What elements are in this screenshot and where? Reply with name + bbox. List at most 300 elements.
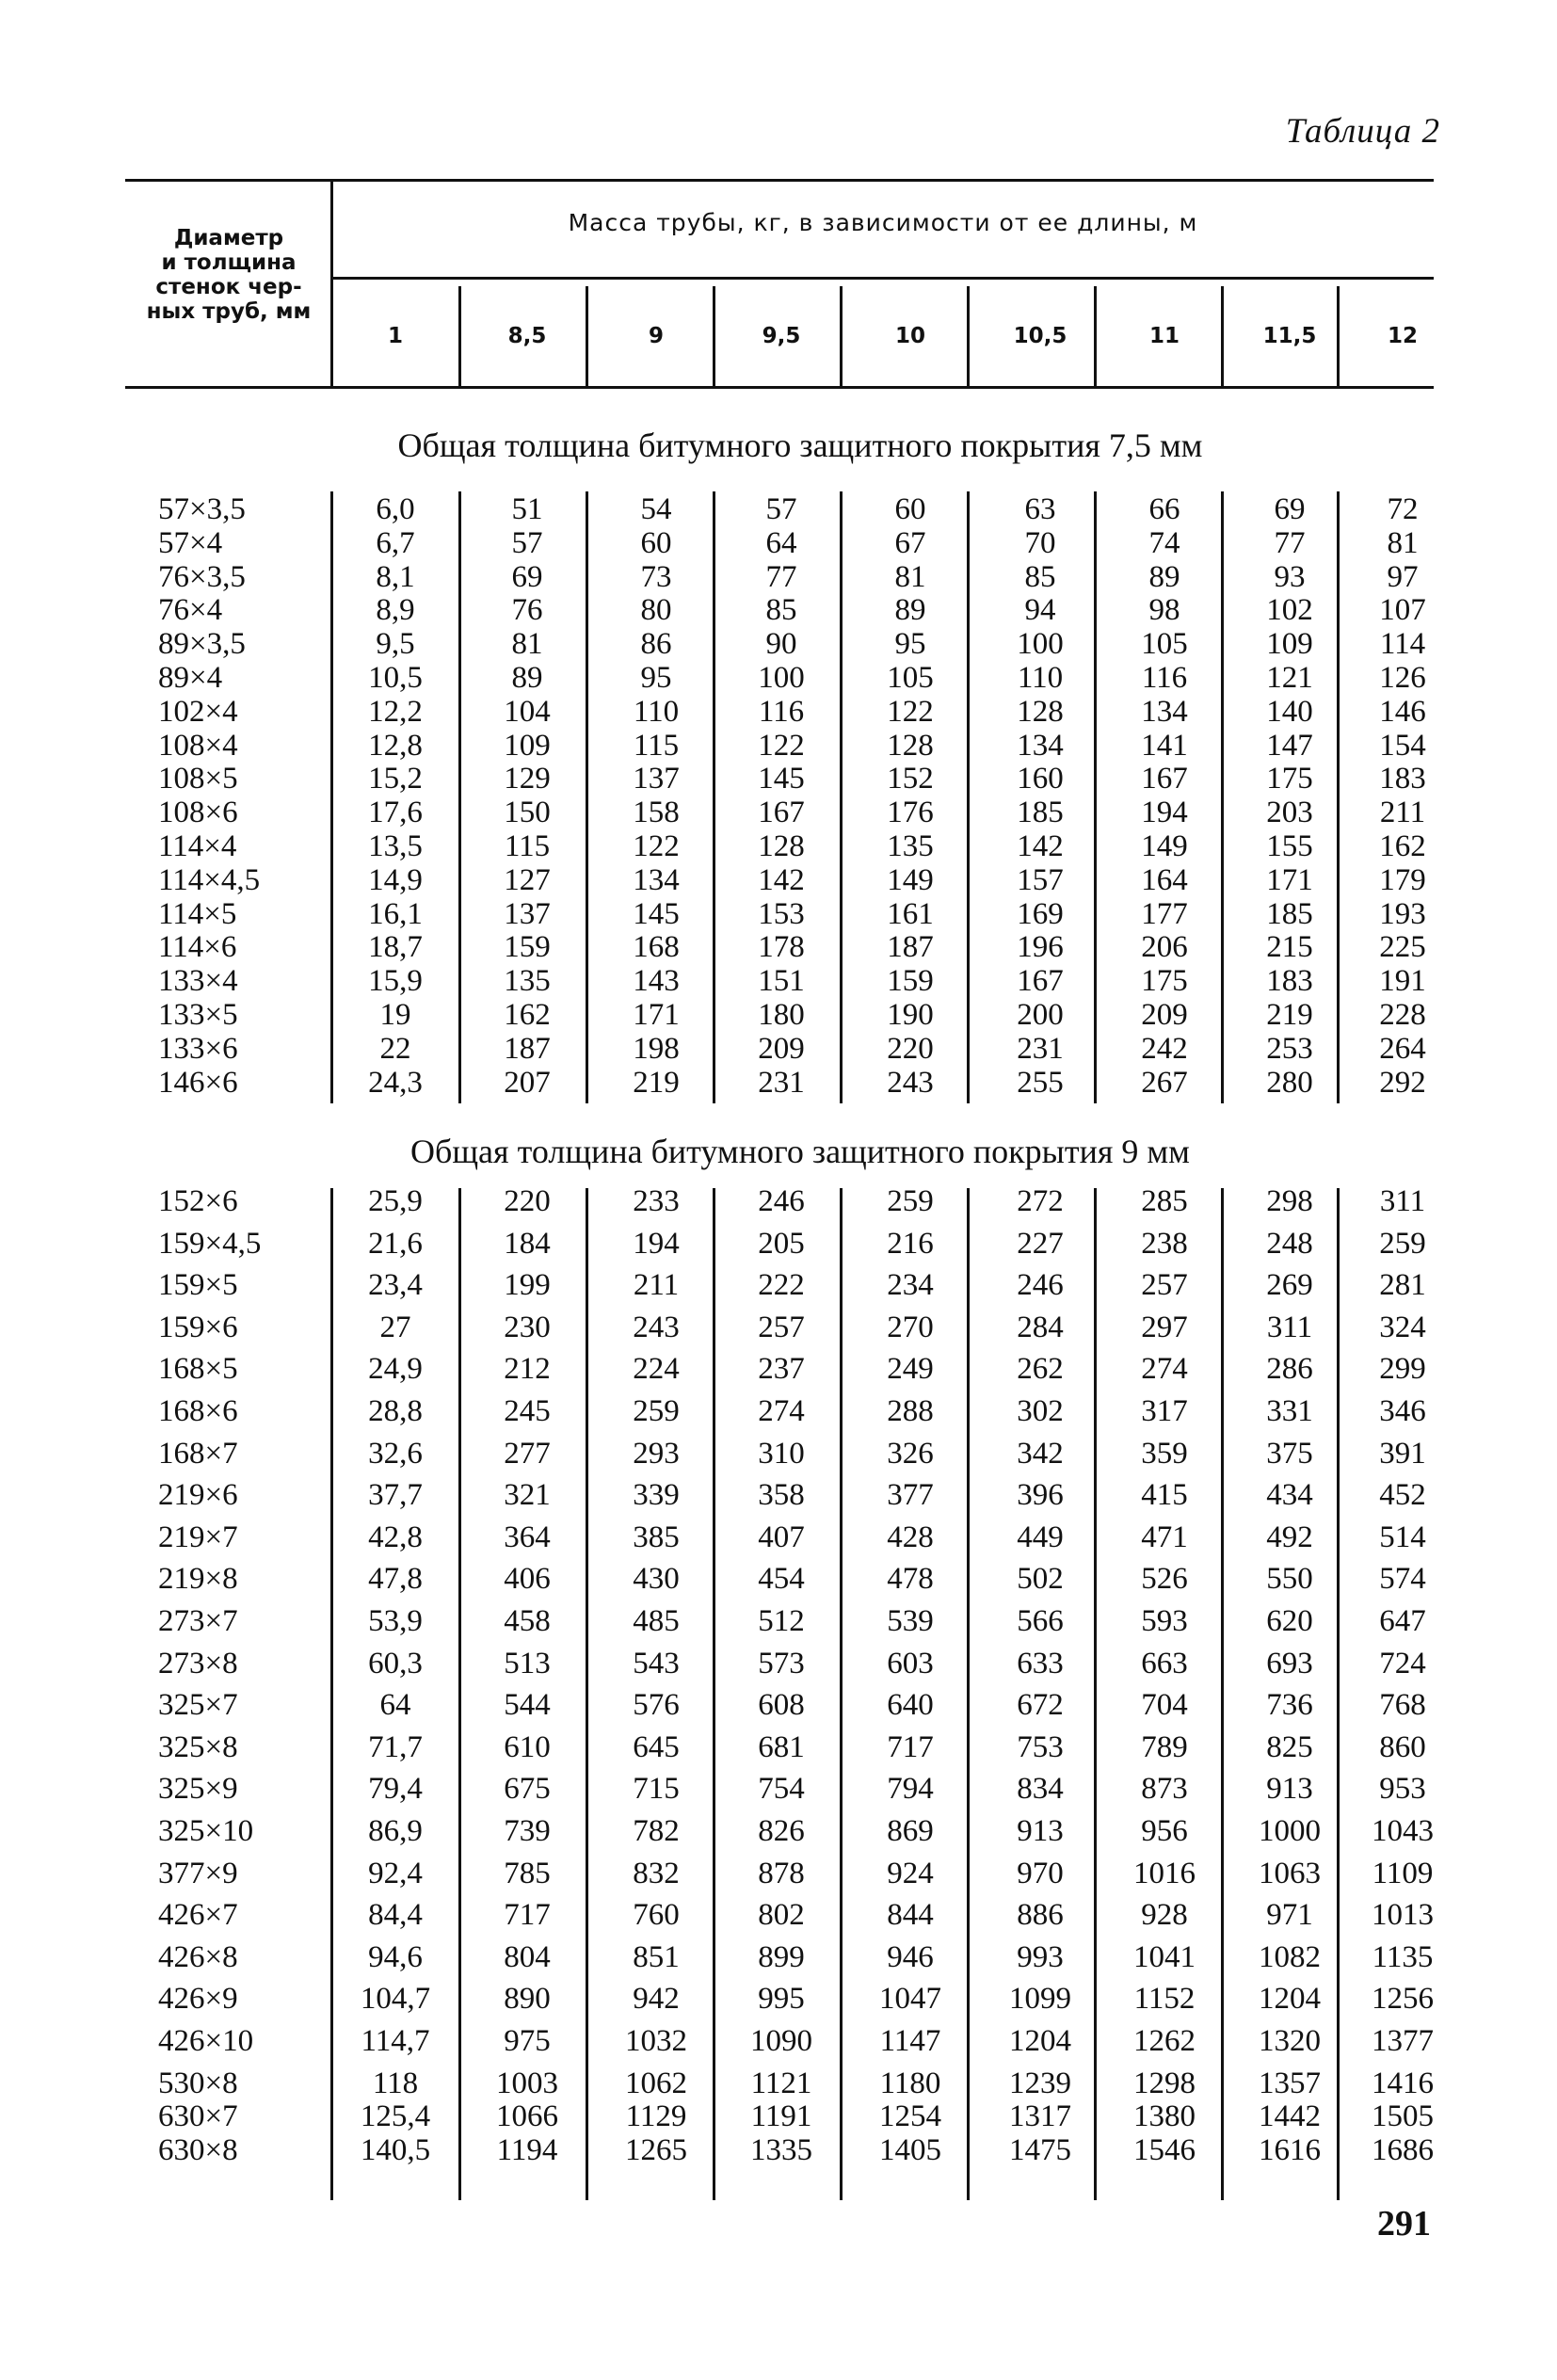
diameter-cell: 159×4,5 (158, 1227, 262, 1261)
mass-cell: 76 (511, 593, 543, 627)
mass-cell: 274 (1141, 1352, 1188, 1386)
mass-cell: 826 (758, 1814, 805, 1848)
mass-header: Масса трубы, кг, в зависимости от ее длины, м (568, 209, 1198, 236)
mass-cell: 311 (1266, 1311, 1313, 1344)
mass-cell: 63 (1024, 492, 1056, 526)
mass-cell: 194 (1141, 796, 1188, 829)
mass-cell: 1475 (1009, 2133, 1071, 2167)
diameter-header-line: ных труб, мм (146, 299, 312, 324)
page-number: 291 (1377, 2204, 1431, 2243)
header-column-divider (1221, 286, 1224, 386)
mass-cell: 1686 (1372, 2133, 1434, 2167)
mass-cell: 60 (640, 526, 672, 560)
diameter-header-line: Диаметр (173, 226, 284, 250)
mass-cell: 100 (758, 661, 805, 695)
mass-cell: 610 (504, 1730, 551, 1764)
mass-cell: 6,7 (376, 526, 415, 560)
mass-cell: 175 (1141, 964, 1188, 998)
mass-cell: 207 (504, 1066, 551, 1100)
mass-cell: 286 (1266, 1352, 1313, 1386)
mass-cell: 471 (1141, 1520, 1188, 1554)
mass-cell: 51 (511, 492, 543, 526)
mass-cell: 513 (504, 1647, 551, 1680)
mass-cell: 825 (1266, 1730, 1313, 1764)
mass-cell: 73 (640, 560, 672, 594)
mass-cell: 23,4 (368, 1268, 423, 1302)
mass-cell: 717 (504, 1898, 551, 1932)
mass-cell: 8,1 (376, 560, 415, 594)
mass-cell: 1147 (879, 2024, 941, 2058)
mass-cell: 72 (1387, 492, 1419, 526)
mass-cell: 346 (1379, 1394, 1426, 1428)
mass-cell: 168 (633, 930, 680, 964)
mass-cell: 167 (1141, 762, 1188, 796)
mass-cell: 102 (1266, 593, 1313, 627)
mass-cell: 135 (887, 829, 934, 863)
mass-cell: 406 (504, 1562, 551, 1596)
mass-cell: 231 (1017, 1032, 1064, 1066)
mass-cell: 9,5 (376, 627, 415, 661)
mass-cell: 89 (894, 593, 926, 627)
mass-cell: 220 (504, 1184, 551, 1218)
mass-cell: 1204 (1259, 1982, 1321, 2016)
mass-cell: 1152 (1133, 1982, 1196, 2016)
mass-cell: 1256 (1372, 1982, 1434, 2016)
mass-cell: 264 (1379, 1032, 1426, 1066)
mass-cell: 1335 (750, 2133, 812, 2167)
header-column-divider (713, 286, 715, 386)
mass-cell: 248 (1266, 1227, 1313, 1261)
mass-cell: 478 (887, 1562, 934, 1596)
diameter-cell: 426×9 (158, 1982, 238, 2016)
mass-cell: 219 (633, 1066, 680, 1100)
section-title: Общая толщина битумного защитного покрытия 9 мм (410, 1133, 1190, 1170)
mass-cell: 69 (511, 560, 543, 594)
mass-cell: 675 (504, 1772, 551, 1806)
mass-cell: 177 (1141, 897, 1188, 931)
mass-cell: 1194 (496, 2133, 558, 2167)
mass-cell: 543 (633, 1647, 680, 1680)
mass-cell: 428 (887, 1520, 934, 1554)
mass-cell: 802 (758, 1898, 805, 1932)
mass-cell: 77 (1274, 526, 1306, 560)
mass-cell: 1121 (750, 2066, 812, 2100)
mass-cell: 12,2 (368, 695, 423, 729)
mass-cell: 143 (633, 964, 680, 998)
mass-cell: 140 (1266, 695, 1313, 729)
mass-cell: 1043 (1372, 1814, 1434, 1848)
mass-cell: 526 (1141, 1562, 1188, 1596)
mass-cell: 1442 (1259, 2099, 1321, 2133)
mass-cell: 1090 (750, 2024, 812, 2058)
section-column-divider (1221, 1188, 1224, 2200)
mass-cell: 681 (758, 1730, 805, 1764)
mass-cell: 246 (758, 1184, 805, 1218)
mass-cell: 116 (1141, 661, 1188, 695)
mass-cell: 16,1 (368, 897, 423, 931)
mass-cell: 81 (1387, 526, 1419, 560)
mass-cell: 209 (758, 1032, 805, 1066)
mass-cell: 69 (1274, 492, 1306, 526)
mass-cell: 8,9 (376, 593, 415, 627)
length-header-cell: 12 (1387, 324, 1418, 348)
diameter-cell: 133×4 (158, 964, 238, 998)
mass-cell: 184 (504, 1227, 551, 1261)
mass-cell: 633 (1017, 1647, 1064, 1680)
mass-cell: 71,7 (368, 1730, 423, 1764)
mass-cell: 127 (504, 863, 551, 897)
mass-cell: 211 (633, 1268, 680, 1302)
mass-cell: 178 (758, 930, 805, 964)
mass-cell: 544 (504, 1688, 551, 1722)
mass-cell: 219 (1266, 998, 1313, 1032)
mass-cell: 1262 (1133, 2024, 1196, 2058)
mass-cell: 608 (758, 1688, 805, 1722)
section-column-divider (586, 491, 588, 1103)
mass-cell: 25,9 (368, 1184, 423, 1218)
mass-cell: 913 (1017, 1814, 1064, 1848)
mass-cell: 80 (640, 593, 672, 627)
mass-cell: 94 (1024, 593, 1056, 627)
mass-cell: 832 (633, 1857, 680, 1890)
mass-cell: 1191 (750, 2099, 812, 2133)
mass-cell: 6,0 (376, 492, 415, 526)
mass-cell: 844 (887, 1898, 934, 1932)
diameter-cell: 102×4 (158, 695, 238, 729)
section-column-divider (586, 1188, 588, 2200)
length-header-cell: 9,5 (762, 324, 801, 348)
diameter-cell: 219×8 (158, 1562, 238, 1596)
length-header-cell: 11 (1148, 324, 1180, 348)
mass-cell: 277 (504, 1437, 551, 1471)
mass-cell: 391 (1379, 1437, 1426, 1471)
mass-cell: 242 (1141, 1032, 1188, 1066)
mass-cell: 84,4 (368, 1898, 423, 1932)
mass-cell: 81 (511, 627, 543, 661)
diameter-cell: 377×9 (158, 1857, 238, 1890)
mass-cell: 485 (633, 1604, 680, 1638)
mass-cell: 185 (1266, 897, 1313, 931)
mass-cell: 164 (1141, 863, 1188, 897)
mass-cell: 620 (1266, 1604, 1313, 1638)
mass-cell: 298 (1266, 1184, 1313, 1218)
diameter-cell: 114×5 (158, 897, 237, 931)
mass-cell: 212 (504, 1352, 551, 1386)
mass-cell: 693 (1266, 1647, 1313, 1680)
header-column-divider (458, 286, 461, 386)
mass-cell: 209 (1141, 998, 1188, 1032)
mass-cell: 753 (1017, 1730, 1064, 1764)
mass-cell: 452 (1379, 1478, 1426, 1512)
mass-cell: 234 (887, 1268, 934, 1302)
mass-cell: 158 (633, 796, 680, 829)
section-column-divider (1221, 491, 1224, 1103)
mass-cell: 105 (1141, 627, 1188, 661)
mass-cell: 109 (1266, 627, 1313, 661)
mass-cell: 122 (758, 729, 805, 763)
mass-cell: 913 (1266, 1772, 1313, 1806)
length-header-cell: 11,5 (1262, 324, 1317, 348)
diameter-cell: 152×6 (158, 1184, 238, 1218)
mass-cell: 281 (1379, 1268, 1426, 1302)
mass-cell: 458 (504, 1604, 551, 1638)
mass-cell: 125,4 (360, 2099, 431, 2133)
mass-cell: 199 (504, 1268, 551, 1302)
mass-cell: 672 (1017, 1688, 1064, 1722)
mass-cell: 782 (633, 1814, 680, 1848)
diameter-cell: 325×7 (158, 1688, 238, 1722)
diameter-cell: 325×10 (158, 1814, 254, 1848)
mass-cell: 768 (1379, 1688, 1426, 1722)
mass-cell: 302 (1017, 1394, 1064, 1428)
mass-cell: 159 (887, 964, 934, 998)
header-column-divider (1094, 286, 1097, 386)
mass-cell: 137 (633, 762, 680, 796)
mass-cell: 24,9 (368, 1352, 423, 1386)
mass-cell: 804 (504, 1940, 551, 1974)
mass-cell: 942 (633, 1982, 680, 2016)
diameter-cell: 426×8 (158, 1940, 238, 1974)
mass-cell: 324 (1379, 1311, 1426, 1344)
mass-cell: 147 (1266, 729, 1313, 763)
mass-cell: 739 (504, 1814, 551, 1848)
mass-cell: 85 (765, 593, 797, 627)
mass-cell: 550 (1266, 1562, 1313, 1596)
mass-cell: 280 (1266, 1066, 1313, 1100)
mass-cell: 145 (758, 762, 805, 796)
mass-cell: 180 (758, 998, 805, 1032)
section-column-divider (967, 491, 970, 1103)
mass-cell: 104 (504, 695, 551, 729)
mass-cell: 1505 (1372, 2099, 1434, 2133)
mass-cell: 128 (758, 829, 805, 863)
mass-cell: 79,4 (368, 1772, 423, 1806)
mass-cell: 285 (1141, 1184, 1188, 1218)
mass-cell: 262 (1017, 1352, 1064, 1386)
mass-cell: 53,9 (368, 1604, 423, 1638)
mass-cell: 155 (1266, 829, 1313, 863)
mass-cell: 15,2 (368, 762, 423, 796)
diameter-header (125, 226, 332, 324)
mass-cell: 1013 (1372, 1898, 1434, 1932)
mass-cell: 434 (1266, 1478, 1313, 1512)
mass-cell: 886 (1017, 1898, 1064, 1932)
mass-cell: 1099 (1009, 1982, 1071, 2016)
mass-cell: 928 (1141, 1898, 1188, 1932)
mass-cell: 17,6 (368, 796, 423, 829)
diameter-cell: 146×6 (158, 1066, 238, 1100)
mass-cell: 869 (887, 1814, 934, 1848)
mass-cell: 946 (887, 1940, 934, 1974)
mass-cell: 187 (504, 1032, 551, 1066)
mass-cell: 57 (765, 492, 797, 526)
mass-cell: 231 (758, 1066, 805, 1100)
mass-cell: 851 (633, 1940, 680, 1974)
diameter-cell: 133×5 (158, 998, 238, 1032)
mass-cell: 785 (504, 1857, 551, 1890)
mass-cell: 157 (1017, 863, 1064, 897)
mass-cell: 104,7 (360, 1982, 431, 2016)
mass-caption-rule (332, 277, 1434, 280)
mass-cell: 899 (758, 1940, 805, 1974)
mass-cell: 1254 (879, 2099, 941, 2133)
section-column-divider (840, 1188, 843, 2200)
mass-cell: 377 (887, 1478, 934, 1512)
section-column-divider (713, 491, 715, 1103)
mass-cell: 539 (887, 1604, 934, 1638)
mass-cell: 28,8 (368, 1394, 423, 1428)
mass-cell: 142 (1017, 829, 1064, 863)
mass-cell: 237 (758, 1352, 805, 1386)
section-column-divider (330, 491, 333, 1103)
mass-cell: 249 (887, 1352, 934, 1386)
mass-cell: 67 (894, 526, 926, 560)
diameter-cell: 108×6 (158, 796, 238, 829)
mass-cell: 1109 (1372, 1857, 1434, 1890)
mass-cell: 179 (1379, 863, 1426, 897)
mass-cell: 321 (504, 1478, 551, 1512)
header-column-divider (1337, 286, 1340, 386)
mass-cell: 975 (504, 2024, 551, 2058)
mass-cell: 27 (379, 1311, 411, 1344)
mass-cell: 22 (379, 1032, 411, 1066)
diameter-cell: 630×8 (158, 2133, 238, 2167)
header-column-divider (967, 286, 970, 386)
mass-cell: 359 (1141, 1437, 1188, 1471)
mass-cell: 175 (1266, 762, 1313, 796)
mass-cell: 13,5 (368, 829, 423, 863)
diameter-header-line: и толщина (161, 250, 297, 275)
diameter-cell: 325×8 (158, 1730, 238, 1764)
mass-cell: 159 (504, 930, 551, 964)
mass-cell: 364 (504, 1520, 551, 1554)
mass-cell: 64 (379, 1688, 411, 1722)
mass-cell: 89 (511, 661, 543, 695)
section-column-divider (458, 1188, 461, 2200)
mass-cell: 288 (887, 1394, 934, 1428)
section-column-divider (713, 1188, 715, 2200)
mass-cell: 222 (758, 1268, 805, 1302)
mass-cell: 196 (1017, 930, 1064, 964)
diameter-cell: 159×5 (158, 1268, 238, 1302)
mass-cell: 574 (1379, 1562, 1426, 1596)
table-title: Таблица 2 (1285, 112, 1440, 151)
diameter-cell: 89×4 (158, 661, 223, 695)
mass-cell: 15,9 (368, 964, 423, 998)
mass-cell: 269 (1266, 1268, 1313, 1302)
mass-cell: 162 (1379, 829, 1426, 863)
mass-cell: 430 (633, 1562, 680, 1596)
mass-cell: 160 (1017, 762, 1064, 796)
mass-cell: 224 (633, 1352, 680, 1386)
mass-cell: 150 (504, 796, 551, 829)
mass-cell: 311 (1379, 1184, 1426, 1218)
mass-cell: 789 (1141, 1730, 1188, 1764)
mass-cell: 396 (1017, 1478, 1064, 1512)
mass-cell: 225 (1379, 930, 1426, 964)
diameter-cell: 133×6 (158, 1032, 238, 1066)
mass-cell: 1032 (625, 2024, 687, 2058)
mass-cell: 220 (887, 1032, 934, 1066)
length-header-cell: 10 (894, 324, 925, 348)
mass-cell: 190 (887, 998, 934, 1032)
mass-cell: 1298 (1133, 2066, 1196, 2100)
mass-cell: 970 (1017, 1857, 1064, 1890)
mass-cell: 128 (887, 729, 934, 763)
mass-cell: 502 (1017, 1562, 1064, 1596)
mass-cell: 191 (1379, 964, 1426, 998)
mass-cell: 243 (887, 1066, 934, 1100)
mass-cell: 145 (633, 897, 680, 931)
mass-cell: 86 (640, 627, 672, 661)
mass-cell: 326 (887, 1437, 934, 1471)
mass-cell: 198 (633, 1032, 680, 1066)
mass-cell: 18,7 (368, 930, 423, 964)
diameter-cell: 168×7 (158, 1437, 238, 1471)
mass-cell: 717 (887, 1730, 934, 1764)
mass-cell: 1016 (1133, 1857, 1196, 1890)
mass-cell: 512 (758, 1604, 805, 1638)
mass-cell: 146 (1379, 695, 1426, 729)
diameter-cell: 530×8 (158, 2066, 238, 2100)
mass-cell: 12,8 (368, 729, 423, 763)
mass-cell: 1135 (1372, 1940, 1434, 1974)
mass-cell: 121 (1266, 661, 1313, 695)
mass-cell: 115 (504, 829, 551, 863)
section-title: Общая толщина битумного защитного покрытия 7,5 мм (397, 426, 1203, 464)
diameter-cell: 89×3,5 (158, 627, 246, 661)
mass-cell: 47,8 (368, 1562, 423, 1596)
mass-cell: 454 (758, 1562, 805, 1596)
mass-cell: 93 (1274, 560, 1306, 594)
mass-cell: 98 (1148, 593, 1180, 627)
mass-cell: 85 (1024, 560, 1056, 594)
mass-cell: 860 (1379, 1730, 1426, 1764)
mass-cell: 593 (1141, 1604, 1188, 1638)
mass-cell: 169 (1017, 897, 1064, 931)
mass-cell: 233 (633, 1184, 680, 1218)
mass-cell: 603 (887, 1647, 934, 1680)
section-column-divider (967, 1188, 970, 2200)
mass-cell: 114,7 (361, 2024, 430, 2058)
mass-cell: 1317 (1009, 2099, 1071, 2133)
mass-cell: 64 (765, 526, 797, 560)
mass-cell: 834 (1017, 1772, 1064, 1806)
mass-cell: 299 (1379, 1352, 1426, 1386)
mass-cell: 257 (1141, 1268, 1188, 1302)
mass-cell: 129 (504, 762, 551, 796)
mass-cell: 245 (504, 1394, 551, 1428)
mass-cell: 297 (1141, 1311, 1188, 1344)
mass-cell: 206 (1141, 930, 1188, 964)
mass-cell: 183 (1266, 964, 1313, 998)
mass-cell: 1180 (879, 2066, 941, 2100)
mass-cell: 647 (1379, 1604, 1426, 1638)
mass-cell: 105 (887, 661, 934, 695)
mass-cell: 259 (887, 1184, 934, 1218)
mass-cell: 1066 (496, 2099, 558, 2133)
mass-cell: 162 (504, 998, 551, 1032)
mass-cell: 94,6 (368, 1940, 423, 1974)
mass-cell: 90 (765, 627, 797, 661)
mass-cell: 152 (887, 762, 934, 796)
mass-cell: 342 (1017, 1437, 1064, 1471)
mass-cell: 114 (1379, 627, 1426, 661)
mass-cell: 385 (633, 1520, 680, 1554)
length-header-cell: 10,5 (1013, 324, 1067, 348)
header-bottom-rule (125, 386, 1434, 389)
mass-cell: 86,9 (368, 1814, 423, 1848)
